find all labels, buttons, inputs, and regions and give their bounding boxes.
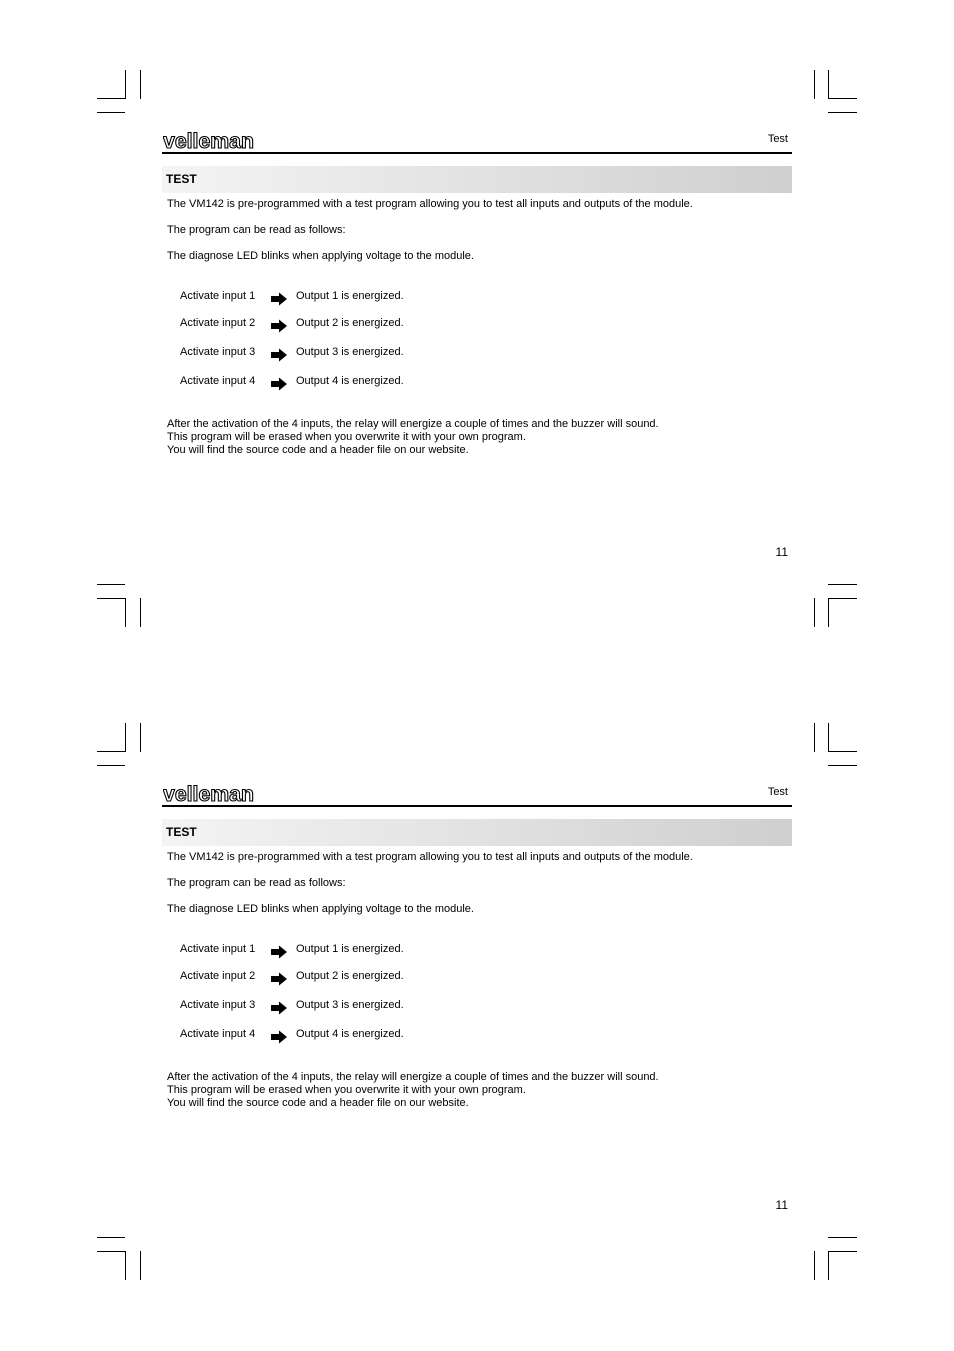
intro-text: The VM142 is pre-programmed with a test program allowing you to test all inputs and outputs of the module.	[167, 851, 693, 863]
crop-mark-icon	[97, 598, 125, 599]
section-heading: TEST	[166, 825, 197, 839]
crop-mark-icon	[125, 598, 126, 627]
manual-page-2	[0, 653, 954, 1306]
crop-mark-icon	[125, 723, 126, 752]
crop-mark-icon	[140, 598, 141, 627]
crop-mark-icon	[97, 112, 125, 113]
right-arrow-icon	[270, 972, 288, 986]
closing-line: You will find the source code and a header file on our website.	[167, 444, 469, 456]
right-arrow-icon	[270, 292, 288, 306]
led-note-text: The diagnose LED blinks when applying voltage to the module.	[167, 250, 474, 262]
right-arrow-icon	[270, 319, 288, 333]
crop-mark-icon	[828, 1251, 829, 1280]
brand-wordmark: velleman	[163, 783, 254, 805]
header-rule	[162, 152, 792, 154]
step-output: Output 1 is energized.	[296, 943, 404, 955]
velleman-logo	[163, 783, 255, 805]
crop-mark-icon	[125, 1251, 126, 1280]
crop-mark-icon	[828, 751, 857, 752]
header-rule	[162, 805, 792, 807]
step-output: Output 4 is energized.	[296, 375, 404, 387]
closing-line: After the activation of the 4 inputs, the relay will energize a couple of times and the buzzer will sound.	[167, 418, 659, 430]
test-step	[0, 970, 954, 990]
section-heading: TEST	[166, 172, 197, 186]
test-step	[0, 943, 954, 963]
closing-line: This program will be erased when you overwrite it with your own program.	[167, 431, 526, 443]
section-tag: Test	[767, 786, 788, 798]
test-step	[0, 346, 954, 366]
step-input: Activate input 3	[180, 346, 256, 358]
step-input: Activate input 2	[180, 317, 256, 329]
step-input: Activate input 4	[180, 1028, 256, 1040]
closing-line: This program will be erased when you overwrite it with your own program.	[167, 1084, 526, 1096]
led-note-text: The diagnose LED blinks when applying voltage to the module.	[167, 903, 474, 915]
page-number: 11	[775, 1198, 788, 1212]
intro-text: The VM142 is pre-programmed with a test program allowing you to test all inputs and outputs of the module.	[167, 198, 693, 210]
crop-mark-icon	[828, 765, 857, 766]
closing-line: You will find the source code and a header file on our website.	[167, 1097, 469, 1109]
closing-line: After the activation of the 4 inputs, the relay will energize a couple of times and the buzzer will sound.	[167, 1071, 659, 1083]
step-input: Activate input 3	[180, 999, 256, 1011]
test-step	[0, 999, 954, 1019]
right-arrow-icon	[270, 1001, 288, 1015]
step-input: Activate input 1	[180, 943, 256, 955]
crop-mark-icon	[125, 70, 126, 99]
test-step	[0, 375, 954, 395]
step-input: Activate input 1	[180, 290, 256, 302]
step-output: Output 1 is energized.	[296, 290, 404, 302]
crop-mark-icon	[97, 1251, 125, 1252]
crop-mark-icon	[814, 70, 815, 99]
crop-mark-icon	[828, 723, 829, 752]
crop-mark-icon	[828, 584, 857, 585]
step-output: Output 2 is energized.	[296, 317, 404, 329]
right-arrow-icon	[270, 377, 288, 391]
right-arrow-icon	[270, 1030, 288, 1044]
crop-mark-icon	[828, 1251, 857, 1252]
right-arrow-icon	[270, 945, 288, 959]
program-read-text: The program can be read as follows:	[167, 224, 346, 236]
manual-page-1	[0, 0, 954, 653]
step-output: Output 3 is energized.	[296, 999, 404, 1011]
test-step	[0, 1028, 954, 1048]
crop-mark-icon	[97, 584, 125, 585]
crop-mark-icon	[828, 598, 857, 599]
closing-notes	[167, 418, 659, 457]
section-heading-band	[162, 166, 792, 193]
page-number: 11	[775, 545, 788, 559]
crop-mark-icon	[140, 1251, 141, 1280]
velleman-logo	[163, 130, 255, 152]
crop-mark-icon	[140, 723, 141, 752]
test-step	[0, 290, 954, 310]
right-arrow-icon	[270, 348, 288, 362]
step-output: Output 4 is energized.	[296, 1028, 404, 1040]
program-read-text: The program can be read as follows:	[167, 877, 346, 889]
crop-mark-icon	[828, 98, 857, 99]
crop-mark-icon	[814, 723, 815, 752]
step-output: Output 3 is energized.	[296, 346, 404, 358]
crop-mark-icon	[828, 112, 857, 113]
step-output: Output 2 is energized.	[296, 970, 404, 982]
test-step	[0, 317, 954, 337]
crop-mark-icon	[97, 98, 125, 99]
crop-mark-icon	[97, 765, 125, 766]
crop-mark-icon	[814, 598, 815, 627]
step-input: Activate input 4	[180, 375, 256, 387]
crop-mark-icon	[828, 598, 829, 627]
closing-notes	[167, 1071, 659, 1110]
crop-mark-icon	[828, 70, 829, 99]
crop-mark-icon	[140, 70, 141, 99]
step-input: Activate input 2	[180, 970, 256, 982]
crop-mark-icon	[97, 751, 125, 752]
brand-wordmark: velleman	[163, 130, 254, 152]
crop-mark-icon	[97, 1237, 125, 1238]
crop-mark-icon	[814, 1251, 815, 1280]
section-heading-band	[162, 819, 792, 846]
crop-mark-icon	[828, 1237, 857, 1238]
section-tag: Test	[767, 133, 788, 145]
